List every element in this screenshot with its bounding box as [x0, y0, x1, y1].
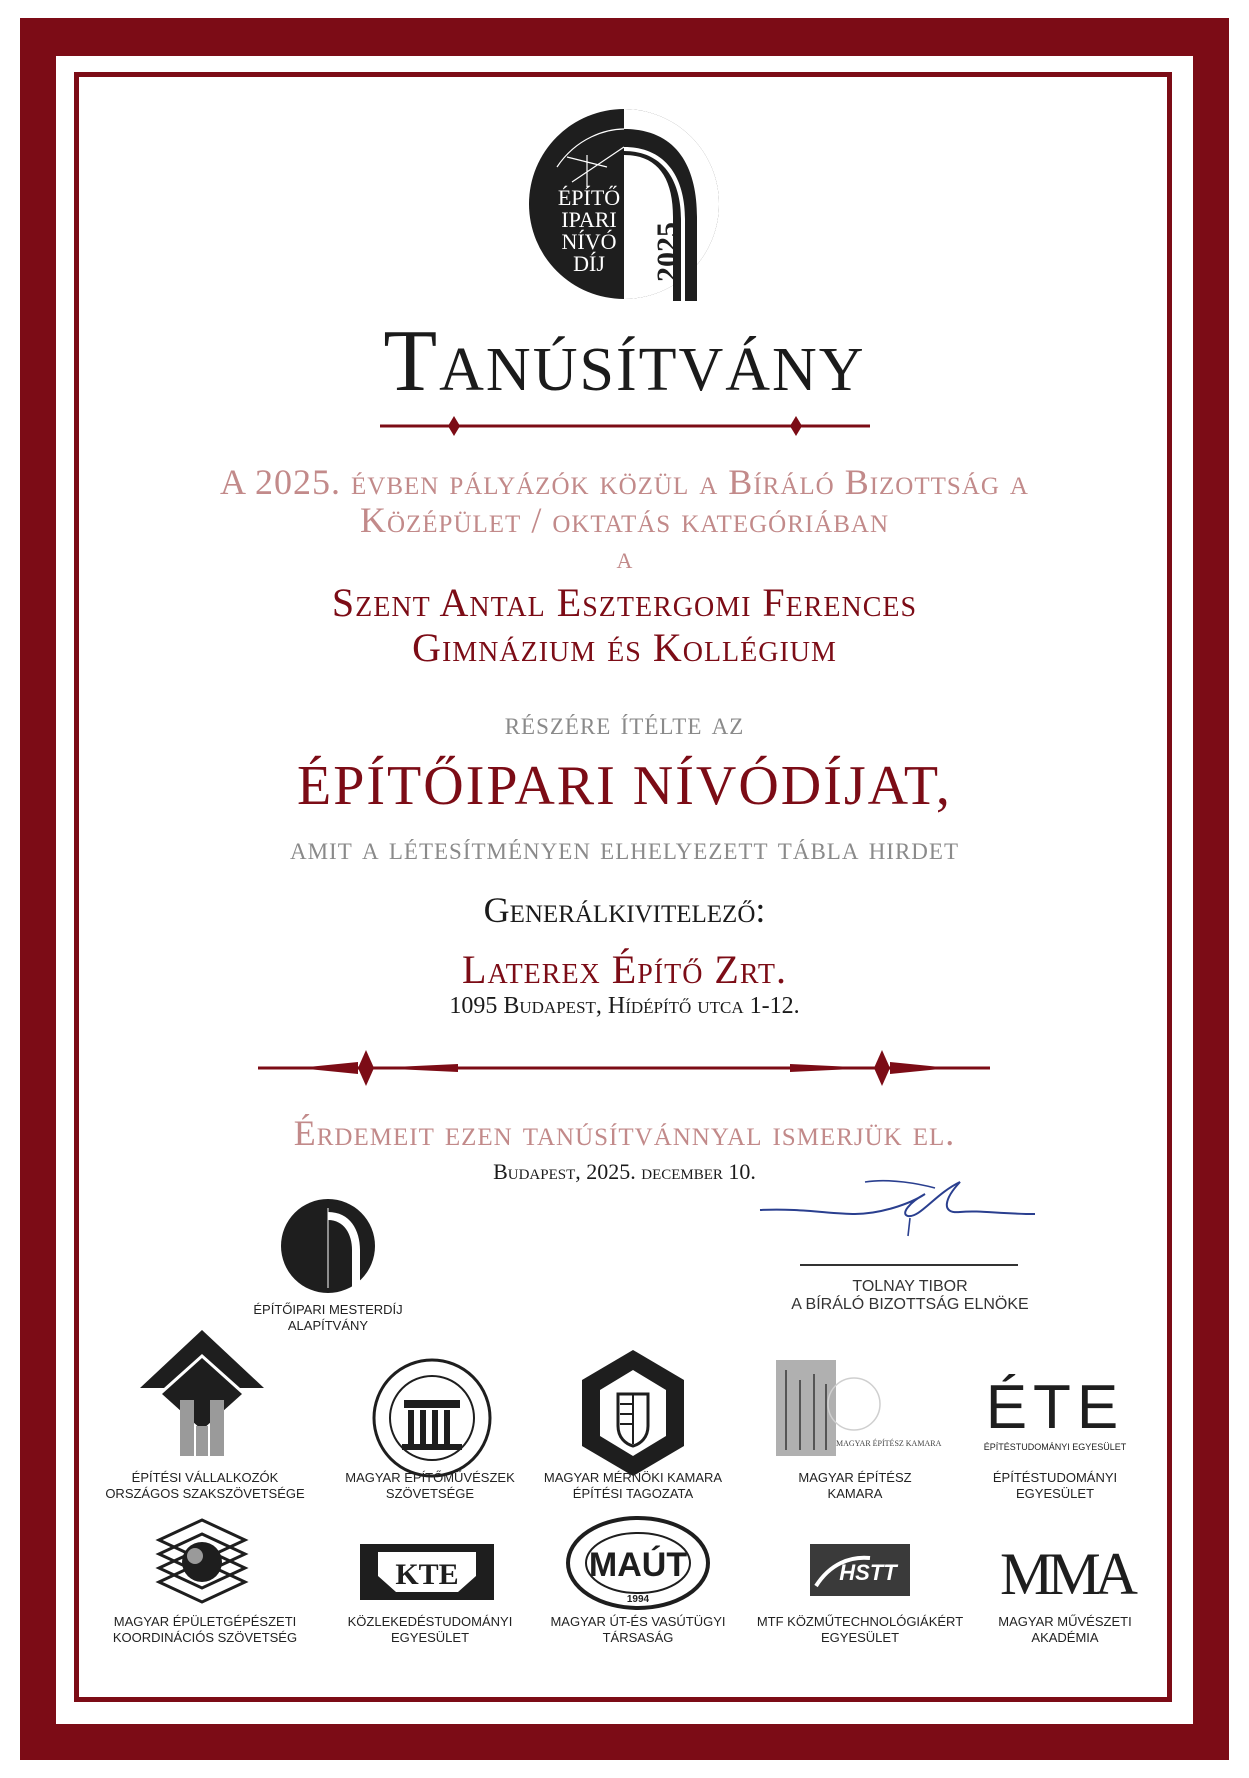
sponsor-caption-6: [100, 1614, 310, 1646]
foundation-caption-line-1: ÉPÍTŐIPARI MESTERDÍJ: [253, 1302, 403, 1317]
mernoki-kamara-logo: [580, 1348, 686, 1478]
epitesz-kamara-logo-text: MAGYAR ÉPÍTÉSZ KAMARA: [836, 1439, 942, 1448]
general-contractor-label: Generálkivitelező:: [483, 890, 766, 930]
sponsor-caption-1: [100, 1470, 310, 1502]
sponsor-5-line-1: ÉPÍTÉSTUDOMÁNYI: [992, 1470, 1118, 1485]
emblem-line-1: ÉPÍTŐ: [557, 185, 621, 210]
emblem-line-4: DÍJ: [573, 251, 605, 276]
signatory-name: TOLNAY TIBOR: [852, 1278, 968, 1295]
sponsor-6-line-1: MAGYAR ÉPÜLETGÉPÉSZETI: [113, 1614, 297, 1629]
kozlekedestudomanyi-egyesulet-logo: [360, 1544, 494, 1600]
closing-text: Érdemeit ezen tanúsítvánnyal ismerjük el.: [293, 1113, 956, 1153]
evosz-logo: [140, 1330, 264, 1460]
intro-line-3: a: [616, 539, 633, 575]
mma-logo-text: MMA: [999, 1541, 1133, 1607]
epuletgepeszeti-szovetseg-logo: [155, 1516, 249, 1610]
plaque-text: amit a létesítményen elhelyezett tábla hirdet: [289, 831, 960, 867]
sponsor-caption-9: [745, 1614, 975, 1646]
sponsor-1-line-1: ÉPÍTÉSI VÁLLALKOZÓK: [131, 1470, 279, 1485]
sponsor-1-line-2: ORSZÁGOS SZAKSZÖVETSÉGE: [105, 1486, 305, 1501]
signatory-role: A BÍRÁLÓ BIZOTTSÁG ELNÖKE: [791, 1296, 1029, 1313]
sponsor-caption-8: [533, 1614, 743, 1646]
mesterdij-foundation-logo: [280, 1198, 376, 1294]
intro-line-1: A 2025. évben pályázók közül a Bíráló Bizottság a: [220, 462, 1029, 502]
sponsor-10-line-1: MAGYAR MŰVÉSZETI: [998, 1614, 1132, 1629]
sponsor-7-line-1: KÖZLEKEDÉSTUDOMÁNYI: [347, 1614, 513, 1629]
maut-logo-year: 1994: [626, 1594, 650, 1605]
sponsor-caption-2: [325, 1470, 535, 1502]
contractor-address: 1095 Budapest, Hídépítő utca 1-12.: [449, 993, 800, 1019]
sponsor-4-line-1: MAGYAR ÉPÍTÉSZ: [798, 1470, 912, 1485]
signature-line: [800, 1264, 1018, 1266]
intro-line-2: Középület / oktatás kategóriában: [359, 500, 890, 540]
foundation-caption-line-2: ALAPÍTVÁNY: [287, 1318, 369, 1333]
sponsor-9-line-2: EGYESÜLET: [820, 1630, 900, 1645]
epitestudomanyi-egyesulet-logo: [982, 1370, 1128, 1454]
title-ornament-divider: [380, 414, 870, 438]
certificate-title: Tanúsítvány: [383, 313, 866, 410]
sponsor-9-line-1: MTF KÖZMŰTECHNOLÓGIÁKÉRT: [756, 1614, 964, 1629]
recipient-line-2: Gimnázium és Kollégium: [412, 625, 837, 670]
sponsor-2-line-1: MAGYAR ÉPÍTŐMŰVÉSZEK: [345, 1470, 515, 1485]
maut-logo: [566, 1516, 710, 1610]
contractor-name: Laterex Építő Zrt.: [462, 947, 787, 992]
emblem-line-3: NÍVÓ: [561, 229, 617, 254]
mtf-kozmutechnologia-logo: [810, 1544, 910, 1596]
sponsor-8-line-1: MAGYAR ÚT-ÉS VASÚTÜGYI: [550, 1614, 726, 1629]
sponsor-7-line-2: EGYESÜLET: [390, 1630, 470, 1645]
sponsor-5-line-2: EGYESÜLET: [1015, 1486, 1095, 1501]
sponsor-10-line-2: AKADÉMIA: [1031, 1630, 1099, 1645]
sponsor-4-line-2: KAMARA: [827, 1486, 883, 1501]
lower-ornament-divider: [258, 1048, 990, 1088]
nivodij-emblem-logo: [527, 107, 721, 301]
epitomuveszek-szovetsege-logo: [372, 1358, 492, 1478]
issue-date: Budapest, 2025. december 10.: [493, 1159, 756, 1184]
sponsor-8-line-2: TÁRSASÁG: [602, 1630, 674, 1645]
sponsor-caption-4: [750, 1470, 960, 1502]
ete-logo-subtext: ÉPÍTÉSTUDOMÁNYI EGYESÜLET: [983, 1442, 1127, 1452]
epitesz-kamara-logo: [776, 1360, 942, 1456]
sponsor-3-line-2: ÉPÍTÉSI TAGOZATA: [572, 1486, 694, 1501]
emblem-line-2: IPARI: [561, 207, 617, 232]
award-name: ÉPÍTŐIPARI NÍVÓDÍJAT,: [297, 755, 952, 817]
maut-logo-text: MAÚT: [588, 1546, 688, 1584]
chairman-signature: [760, 1174, 1040, 1244]
emblem-year: 2025: [651, 222, 684, 282]
muveszeti-akademia-logo: [999, 1540, 1133, 1607]
recipient-line-1: Szent Antal Esztergomi Ferences: [331, 580, 918, 625]
sponsor-caption-5: [950, 1470, 1160, 1502]
hstt-logo-text: HSTT: [839, 1560, 897, 1585]
sponsor-caption-7: [325, 1614, 535, 1646]
sponsor-2-line-2: SZÖVETSÉGE: [385, 1486, 475, 1501]
sponsor-caption-3: [528, 1470, 738, 1502]
sponsor-6-line-2: KOORDINÁCIÓS SZÖVETSÉG: [112, 1630, 298, 1645]
granted-text: részére ítélte az: [504, 706, 745, 742]
ete-logo-text: ÉTE: [985, 1373, 1125, 1442]
sponsor-caption-10: [960, 1614, 1170, 1646]
kte-logo-text: KTE: [395, 1558, 459, 1591]
sponsor-3-line-1: MAGYAR MÉRNÖKI KAMARA: [543, 1470, 723, 1485]
